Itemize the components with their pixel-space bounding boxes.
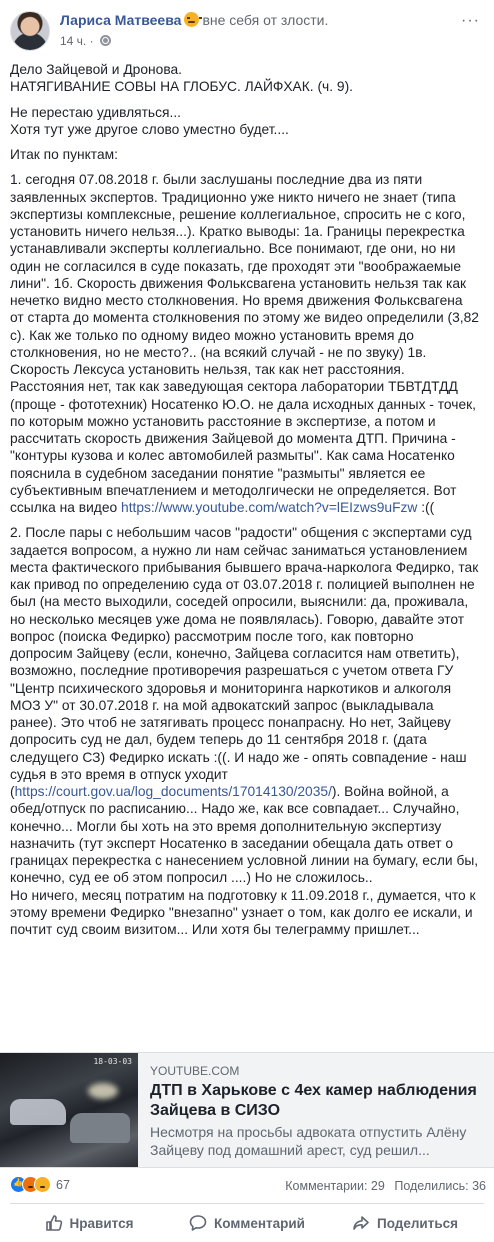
post-content (10, 61, 488, 945)
text-line: конечно, суд ее об этом попросил ....) Но не сложилось.. (10, 870, 373, 886)
text-line: МОЗ У" от 30.07.2018 г. на мой адвокатский запрос (выкладывала (10, 697, 434, 713)
like-label: Нравится (69, 1215, 134, 1231)
court-link[interactable]: https://court.gov.ua/log_documents/17014130/2035/ (14, 784, 332, 799)
text-line: заявленных экспертов. Традиционно уже никто ничего не знает (типа (10, 189, 456, 205)
text-line: рассчитать скорость движения Зайцевой до момента ДТП. Причина - (10, 431, 456, 446)
comment-button[interactable] (168, 1204, 326, 1242)
text-line: Зайцева в СИЗО (150, 1102, 281, 1119)
thumbs-up-icon (45, 1214, 63, 1232)
text-line: задается вопросом, а нужно ли нам сейчас заниматься установлением (10, 542, 468, 558)
text-line: Зайцеву под домашний арест, суд решил... (150, 1142, 430, 1158)
text-line: по которым можно установить расстояние в экспертизе, а потом и (10, 413, 436, 429)
shares-count[interactable]: Поделились: 36 (394, 1179, 486, 1193)
text-line: был (на место выходили, соседей опросили, выяснили: да, проживала, (10, 594, 469, 610)
link-preview-card[interactable] (0, 1052, 494, 1168)
text-line: с). Как же только по одному видео можно установить время до (10, 327, 414, 343)
text-line: допросим Зайцеву (если, конечно, Зайцева согласится нам ответить), (10, 646, 460, 661)
text-line: Скорость Лексуса установить нельзя, так как нет расстояния. (10, 362, 405, 377)
preview-source: YOUTUBE.COM (150, 1064, 240, 1078)
sad-icon[interactable] (34, 1176, 51, 1193)
text-line: судья в это время в отпуск уходит (10, 766, 228, 782)
post-meta: 14 ч. · (60, 33, 111, 49)
text-line: допросить суд не дал, будем теперь до 11 сентября 2018 г. (дата (10, 732, 427, 748)
points-intro (10, 146, 488, 163)
preview-text (150, 1063, 480, 1159)
text-line: Несмотря на просьбы адвоката отпустить Алёну (150, 1124, 467, 1140)
like-button[interactable] (10, 1204, 168, 1242)
text-line: границах перекрестка с нанесением условной линии на бумагу, если бы, (10, 853, 479, 868)
text-line: пояснила в судебном заседании понятие "размыты" является ее (10, 465, 426, 481)
text-fragment: ). Война войной, а (331, 784, 449, 799)
share-button[interactable] (326, 1204, 484, 1242)
text-line: установить ничего нельзя...). Кратко выводы: 1а. Границы перекрестка (10, 224, 465, 239)
thumbnail-timestamp: 18-03-03 (93, 1057, 132, 1066)
text-line (10, 499, 488, 516)
comment-bubble-icon (189, 1214, 207, 1232)
point-1-paragraph (10, 171, 488, 516)
action-bar (10, 1203, 484, 1242)
text-line: назначить (тут эксперт Носатенко в заседании обещала дать ответ о (10, 835, 454, 851)
text-line (10, 783, 488, 800)
thumbnail-car (10, 1099, 66, 1125)
text-fragment: :(( (417, 500, 435, 515)
youtube-link[interactable]: https://www.youtube.com/watch?v=lEIzws9uFzw (121, 500, 418, 515)
share-label: Поделиться (376, 1215, 459, 1231)
text-line: 1. сегодня 07.08.2018 г. были заслушаны последние два из пяти (10, 172, 423, 188)
text-line: вопрос (поиска Федирко) рассмотрим после того, как повторно (10, 628, 414, 644)
text-line: Не перестаю удивляться... (10, 104, 181, 120)
text-line: этому времени Федирко "внезапно" узнает о том, как долго ее искали, и (10, 904, 473, 920)
share-arrow-icon (352, 1214, 370, 1232)
text-line: места фактического прибывания бывшего врача-нарколога Федирко, так (10, 559, 479, 575)
text-fragment: ссылка на видео (10, 500, 122, 515)
text-line: как привод по определению суда от 03.07.2018 г. полицией выполнен не (10, 577, 475, 592)
text-line: Расстояния нет, так как заведующая сектора лаборатории ТБВТДТДД (10, 379, 458, 395)
text-line: Итак по пунктам: (10, 147, 118, 162)
text-line: столкновения, но не место?.. (на всякий случай - не по звуку) 1в. (10, 344, 427, 360)
engagement-counts (279, 1179, 486, 1193)
reactions-count[interactable]: 67 (56, 1177, 70, 1192)
preview-thumbnail[interactable] (0, 1053, 138, 1167)
text-line: лини". 1б. Скорость движения Фольксвагена установить нельзя так как (10, 275, 467, 291)
author-avatar[interactable] (10, 11, 50, 51)
text-line: почтит суд своим визитом... Или хотя бы телеграмму пришлет... (10, 922, 420, 937)
text-line: обед/отпуск по расписанию... Надо же, как все совпадает... Случайно, (10, 801, 460, 817)
author-line (60, 11, 328, 29)
feeling-text: вне себя от злости. (202, 12, 329, 28)
post-timestamp[interactable]: 14 ч. (60, 34, 87, 48)
text-line: ранее). Это чтоб не затягивать процесс понапрасну. Но нет, Зайцеву (10, 715, 451, 730)
thumbnail-car (70, 1113, 130, 1143)
text-line: "Центр психического здоровья и мониторинга наркотиков и алкоголя (10, 680, 452, 696)
angry-face-icon (184, 12, 199, 27)
comment-label: Комментарий (214, 1215, 305, 1231)
text-line: "контуры кузова и колес автомобилей размыты". Как сама Носатенко (10, 448, 455, 464)
post-intro (10, 104, 488, 139)
text-line: нечетко видно место столкновения. Но время движения Фольксвагена (10, 293, 463, 308)
text-line: экспертизы комплексные, решение коллегиальное, спросить не с кого, (10, 206, 466, 222)
text-line: ДТП в Харькове с 4ех камер наблюдения (150, 1082, 477, 1099)
preview-description (150, 1123, 480, 1159)
post-header (10, 10, 484, 58)
text-line: устанавливали эксперты коллегиально. Все понимают, где они, но ни (10, 241, 456, 257)
thumbnail-light (88, 1083, 118, 1099)
preview-title[interactable] (150, 1081, 480, 1121)
text-line: субъективным впечатлением и методолгически не определяется. Вот (10, 482, 457, 498)
author-name[interactable]: Лариса Матвеева (60, 12, 182, 28)
text-line: Хотя тут уже другое слово уместно будет.... (10, 121, 289, 137)
text-line: один не согласился в суде показать, где проходят эти "воображаемые (10, 258, 462, 274)
text-line: но несколько месяцев уже дома не появлялась). Говорю, давайте этот (10, 611, 465, 627)
comments-count[interactable]: Комментарии: 29 (285, 1179, 385, 1193)
text-line: возможно, последние противоречия разрешаться с учетом ответа ГУ (10, 663, 454, 679)
post-title (10, 61, 488, 96)
text-line: следущего СЗ) Федирко искать :((. И надо же - опять совпадение - наш (10, 749, 467, 765)
globe-icon (100, 35, 111, 46)
text-line: (проще - фототехник) Носатенко Ю.О. не дала исходных данных - точек, (10, 396, 476, 412)
text-line: от старта до момента столкновения по этому же видео определили (3,82 (10, 310, 479, 326)
text-line: Дело Зайцевой и Дронова. (10, 62, 182, 77)
text-line: 2. После пары с небольшим часов "радости" общения с экспертами суд (10, 525, 472, 541)
text-fragment: ( (10, 784, 15, 799)
more-options-icon[interactable]: ··· (461, 12, 480, 29)
post-stats (10, 1176, 486, 1198)
text-line: конечно... Могли бы хоть на это время дополнительную экспертизу (10, 818, 442, 834)
text-line: НАТЯГИВАНИЕ СОВЫ НА ГЛОБУС. ЛАЙФХАК. (ч. 9). (10, 79, 354, 95)
text-line: Но ничего, месяц потратим на подготовку к 11.09.2018 г., думается, что к (10, 887, 476, 903)
point-2-paragraph (10, 524, 488, 938)
